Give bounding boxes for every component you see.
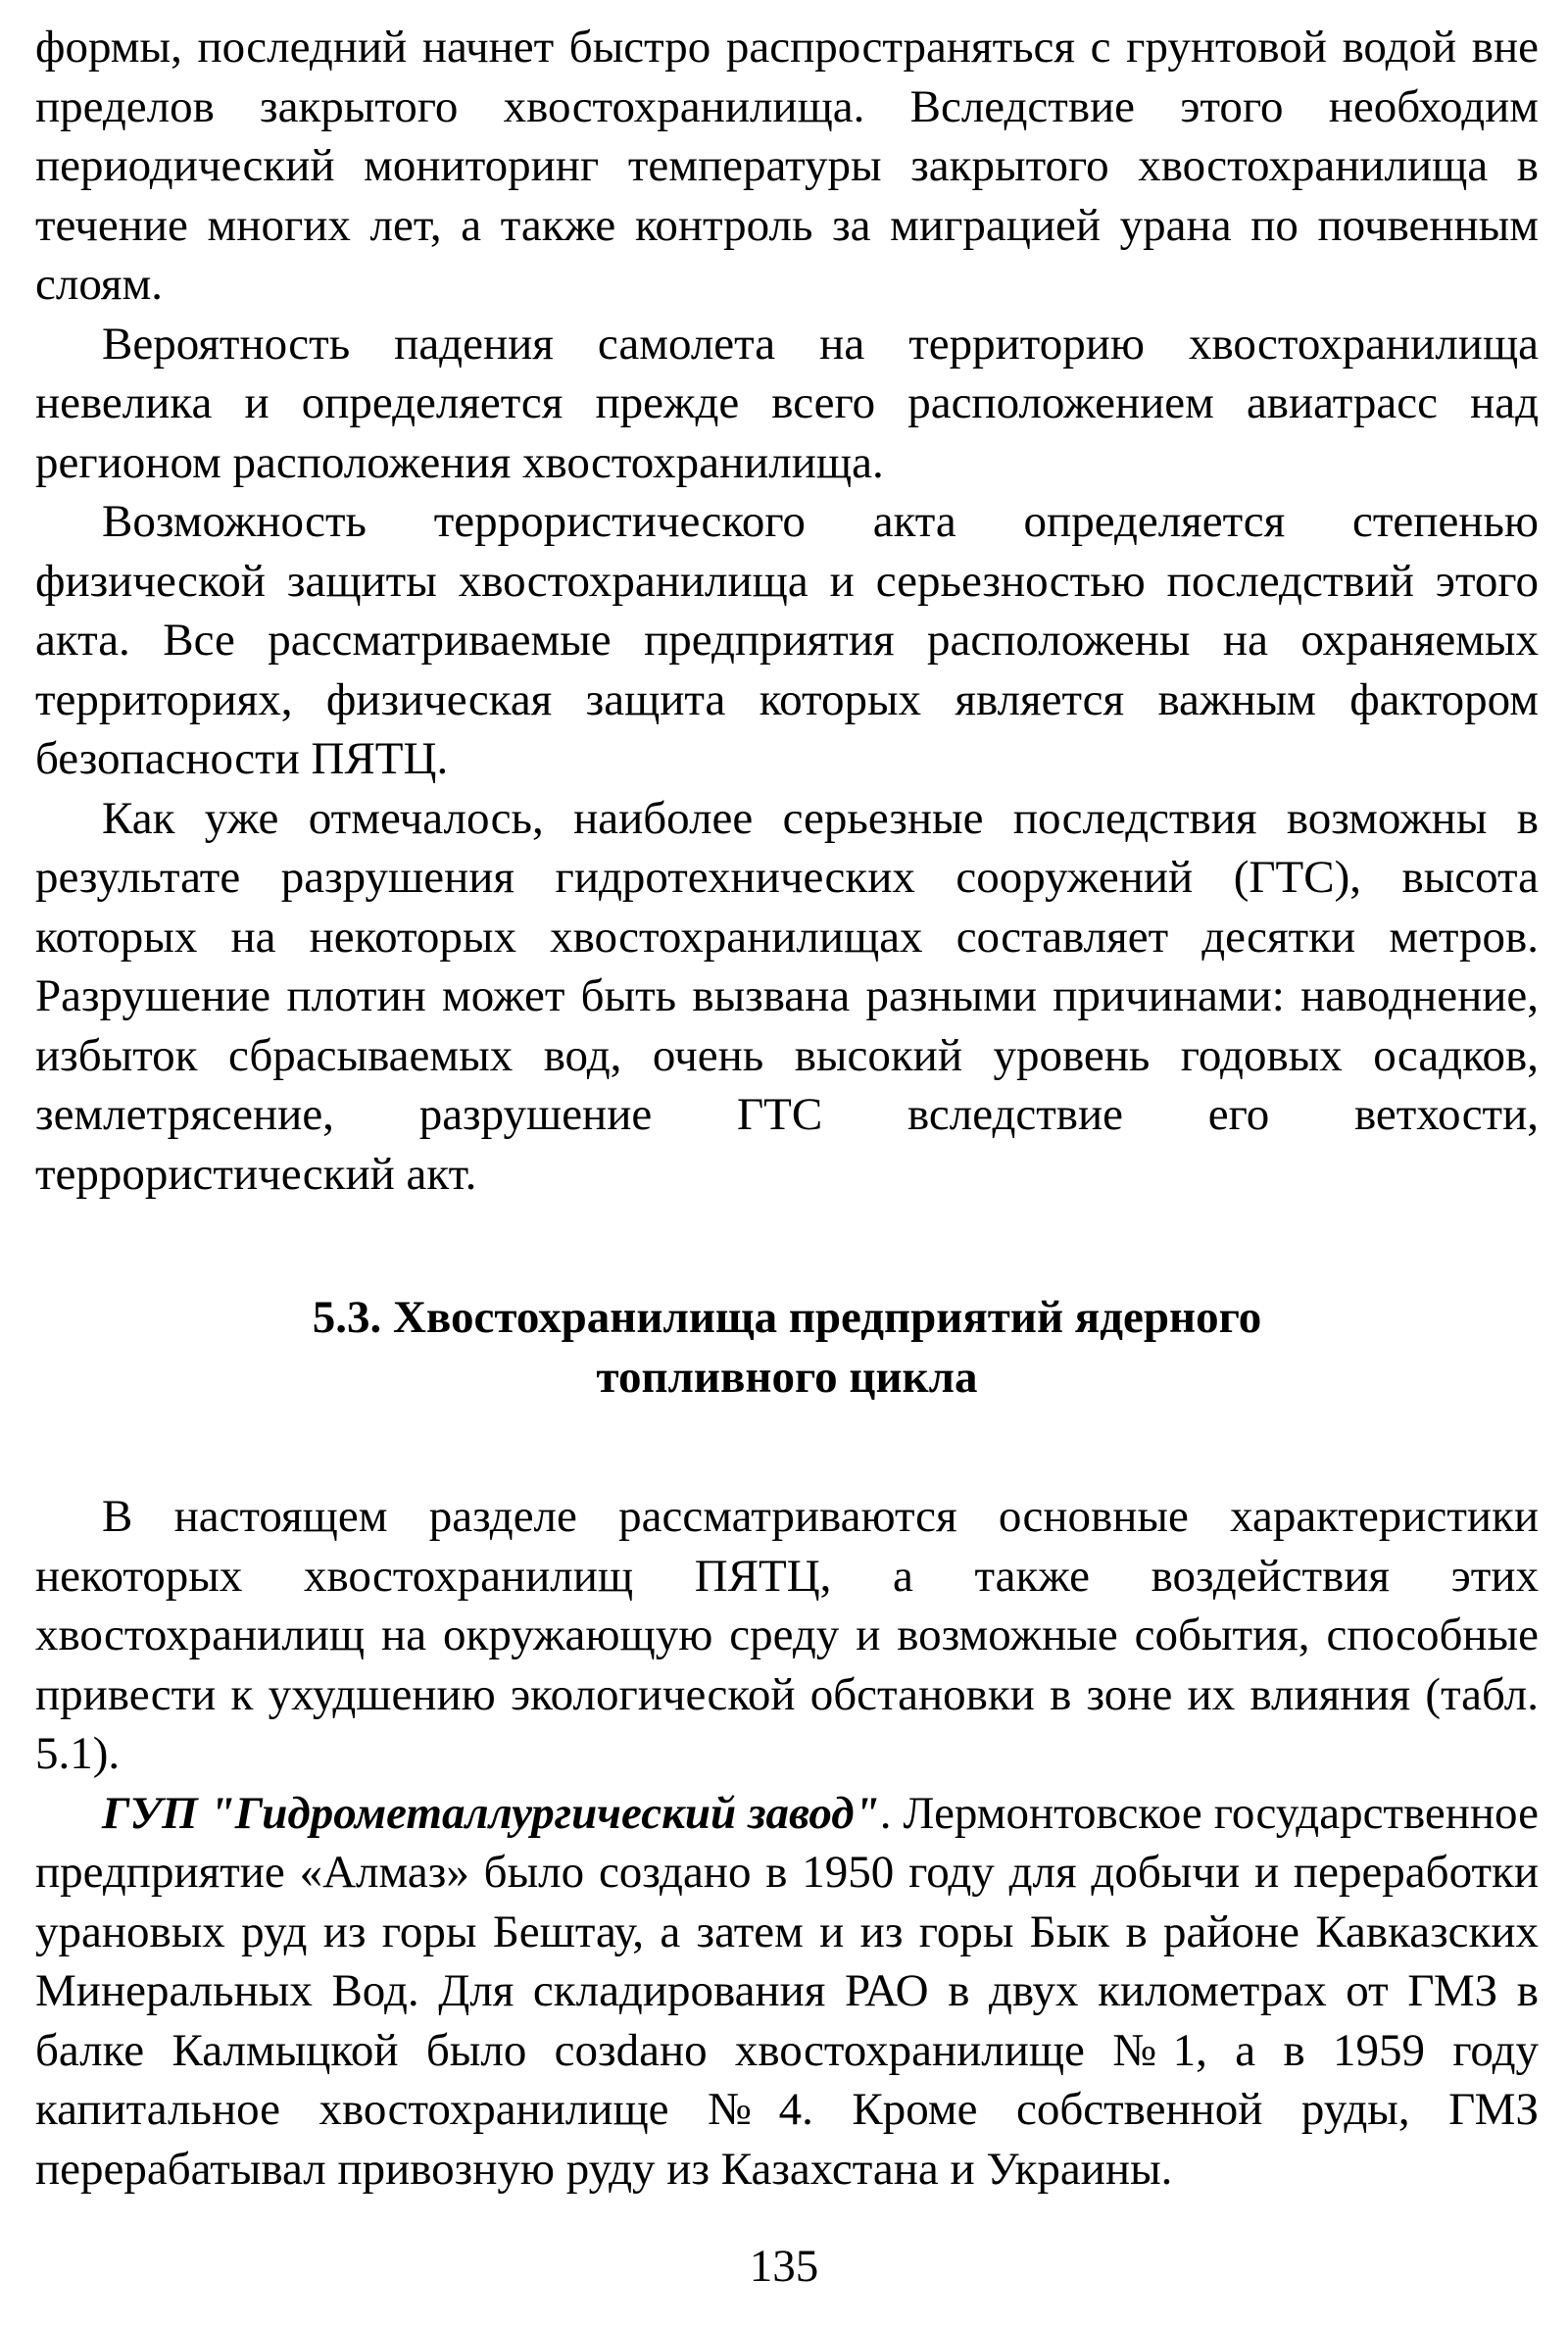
- document-page: [35, 18, 1539, 2199]
- paragraph-continuation: формы, последний начнет быстро распространяться с грунтовой водой вне пределов закрытого хвостохранилища. Вследствие этого необходим периодический мониторинг температуры закрытого хвостохранилища в течение многих лет, а также контроль за миграцией урана по почвенным слоям.: [35, 22, 1539, 310]
- paragraph-terror-risk: Возможность террористического акта определяется степенью физической защиты хвостохранилища и серьезностью последствий этого акта. Все рассматриваемые предприятия расположены на охраняемых территориях, физическая защита которых является важным фактором безопасности ПЯТЦ.: [35, 496, 1539, 784]
- page-number: 135: [749, 2241, 819, 2292]
- section-heading-line-1: 5.3. Хвостохранилища предприятий ядерного: [312, 1292, 1262, 1343]
- paragraph-aircraft-risk: Вероятность падения самолета на территорию хвостохранилища невелика и определяется прежде всего расположением авиатрасс над регионом расположения хвостохранилища.: [35, 318, 1539, 488]
- paragraph-gmz: [35, 1784, 1539, 2200]
- section-heading: [35, 1288, 1539, 1407]
- gmz-paragraph-body: . Лермонтовское государственное предприятие «Алмаз» было создано в 1950 году для добычи и переработки урановых руд из горы Бештау, а затем и из горы Бык в районе Кавказских Минеральных Вод. Для складирования РАО в двух километрах от ГМЗ в балке Калмыцкой было созdано хвостохранилище №1, а в 1959 году капитальное хвостохранилище №4. Кроме собственной руды, ГМЗ перерабатывал привозную руду из Казахстана и Украины.: [35, 1787, 1539, 2195]
- paragraph-section-intro: В настоящем разделе рассматриваются основные характеристики некоторых хвостохранилищ ПЯТЦ, а также воздействия этих хвостохранилищ на окружающую среду и возможные события, способные привести к ухудшению экологической обстановки в зоне их влияния (табл. 5.1).: [35, 1491, 1539, 1779]
- paragraph-dam-failure: Как уже отмечалось, наиболее серьезные последствия возможны в результате разрушения гидротехнических сооружений (ГТС), высота которых на некоторых хвостохранилищах составляет десятки метров. Разрушение плотин может быть вызвана разными причинами: наводнение, избыток сбрасываемых вод, очень высокий уровень годовых осадков, землетрясение, разрушение ГТС вследствие его ветхости, террористический акт.: [35, 792, 1539, 1200]
- gmz-lead-title: ГУП "Гидрометаллургический завод": [102, 1787, 880, 1839]
- section-heading-line-2: топливного цикла: [596, 1351, 978, 1403]
